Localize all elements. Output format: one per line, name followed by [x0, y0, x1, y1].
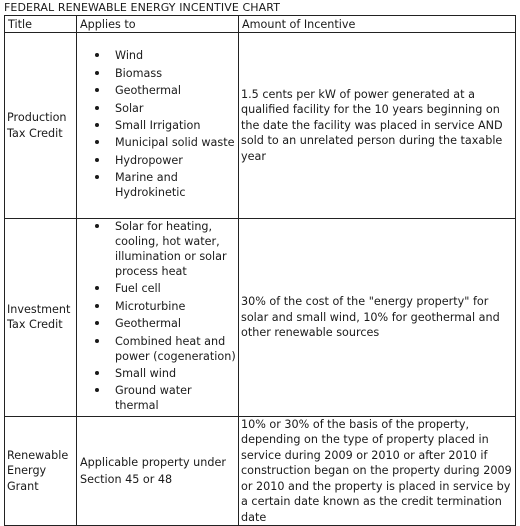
table-row [5, 33, 516, 219]
page-title: FEDERAL RENEWABLE ENERGY INCENTIVE CHART [4, 1, 281, 14]
applies-to-list [79, 219, 236, 413]
row-title: Investment Tax Credit [5, 219, 77, 417]
applies-to-list [79, 48, 236, 200]
list-item: Geothermal [115, 83, 236, 98]
list-item: Combined heat and power (cogeneration) [115, 334, 236, 363]
applies-to-cell [77, 33, 239, 219]
list-item: Ground water thermal [115, 383, 236, 413]
amount-cell: 10% or 30% of the basis of the property, depending on the type of property placed in service during 2009 or 2010 or after 2010 if construction began on the property during 2009 or 2010 and the property is placed in service by a certain date known as the credit termination date [239, 416, 516, 526]
list-item: Small Irrigation [115, 118, 236, 133]
table-row [5, 219, 516, 417]
list-item: Microturbine [115, 299, 236, 314]
table-header-row [5, 16, 516, 33]
list-item: Hydropower [115, 153, 236, 168]
row-title: Renewable Energy Grant [5, 416, 77, 526]
applies-to-cell: Applicable property under Section 45 or 48 [77, 416, 239, 526]
row-title: Production Tax Credit [5, 33, 77, 219]
list-item: Small wind [115, 366, 236, 381]
header-applies-to: Applies to [77, 16, 239, 33]
incentive-table [4, 15, 516, 526]
list-item: Marine and Hydrokinetic [115, 170, 236, 200]
list-item: Municipal solid waste [115, 136, 235, 150]
header-title: Title [5, 16, 77, 33]
applies-to-cell [77, 219, 239, 417]
list-item: Solar [115, 101, 236, 116]
header-amount: Amount of Incentive [239, 16, 516, 33]
list-item: Biomass [115, 66, 236, 81]
list-item: Wind [115, 48, 236, 63]
amount-cell: 30% of the cost of the "energy property" for solar and small wind, 10% for geothermal and other renewable sources [239, 219, 516, 417]
list-item: Fuel cell [115, 281, 236, 296]
amount-cell: 1.5 cents per kW of power generated at a qualified facility for the 10 years beginning on the date the facility was placed in service AND sold to an unrelated person during the taxable year [239, 33, 516, 219]
list-item: Solar for heating, cooling, hot water, illumination or solar process heat [115, 219, 236, 279]
table-row [5, 416, 516, 526]
list-item: Geothermal [115, 316, 236, 331]
